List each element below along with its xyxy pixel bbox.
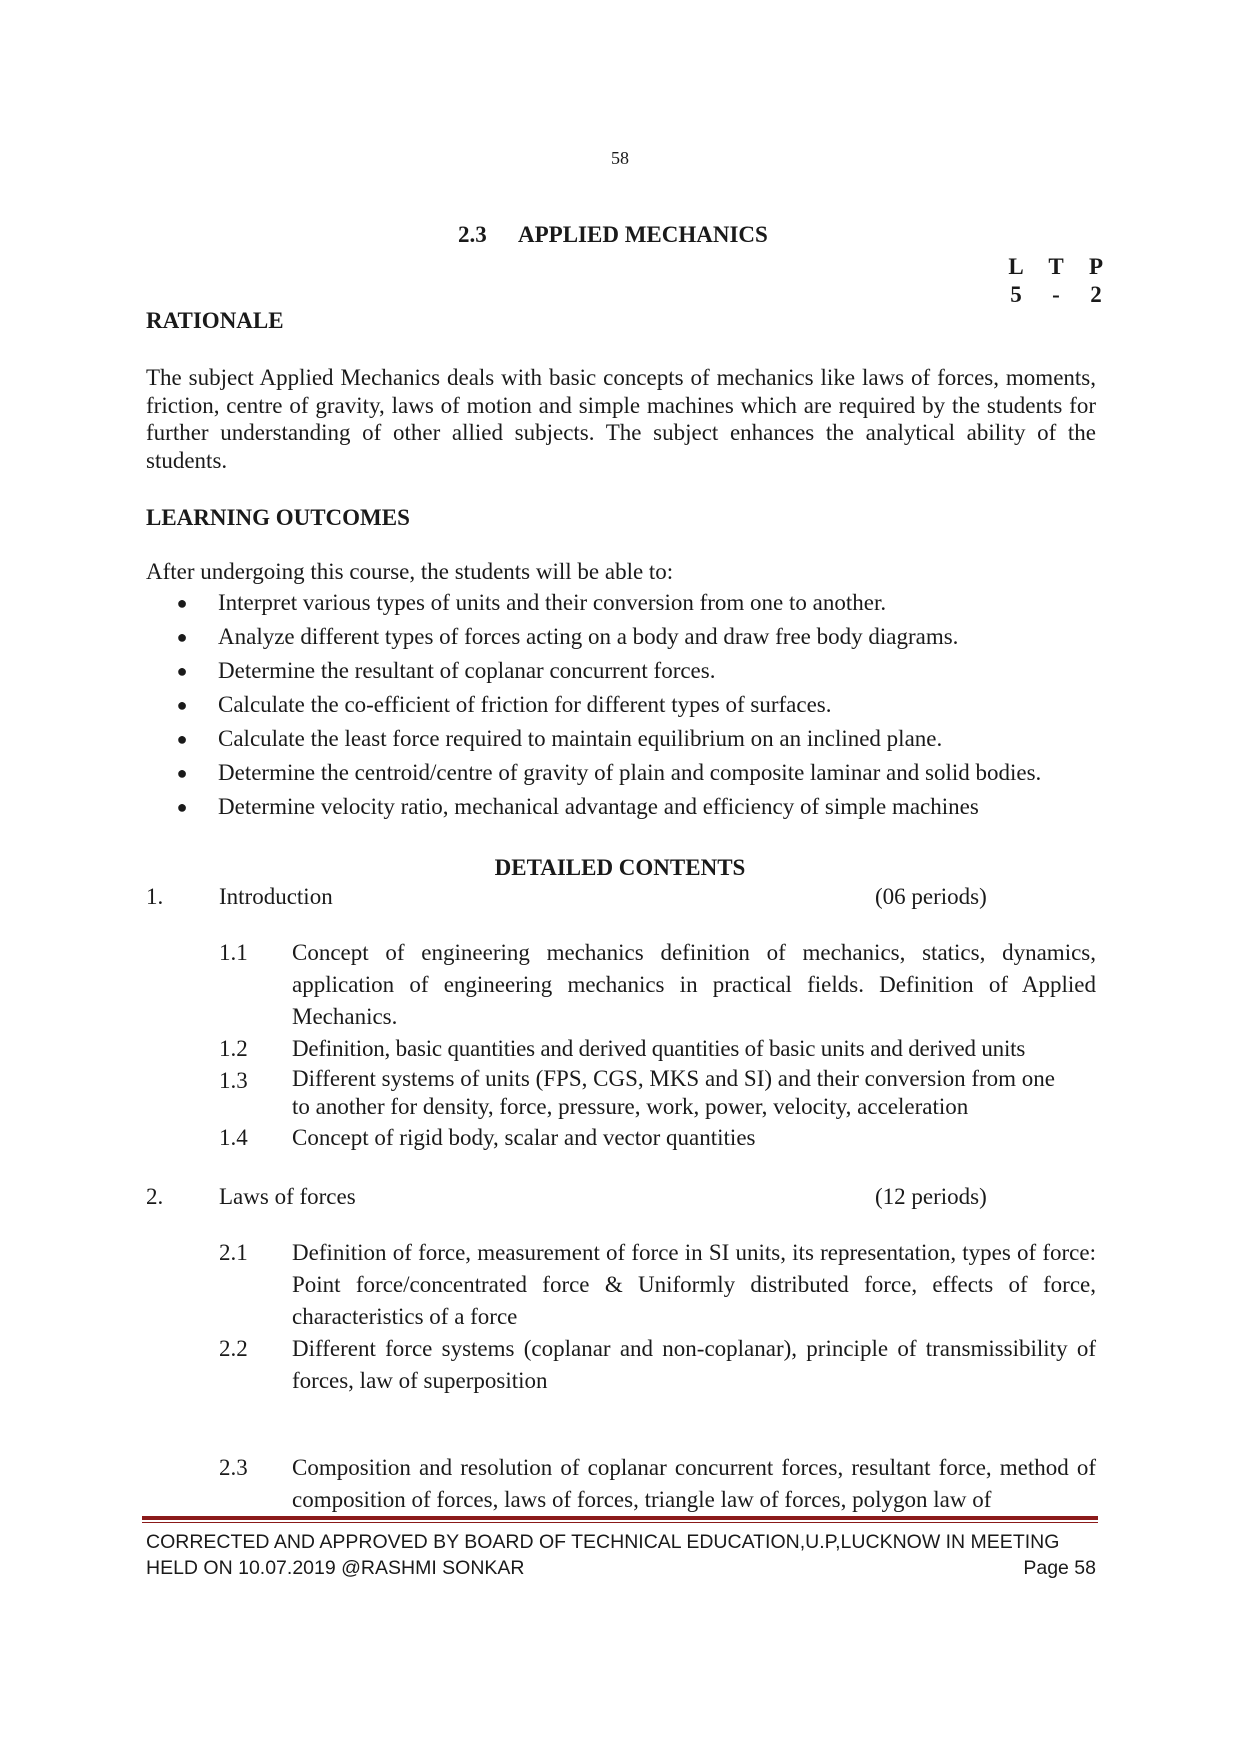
list-item: ● Determine the resultant of coplanar concurrent forces.: [146, 656, 1041, 690]
ltp-table: [996, 254, 1116, 310]
list-item: ● Determine velocity ratio, mechanical advantage and efficiency of simple machines: [146, 792, 1041, 826]
unit-number: 2.: [146, 1184, 164, 1209]
unit-title: Laws of forces: [219, 1184, 356, 1209]
bullet-icon: ●: [176, 763, 188, 783]
topic-1-4: 1.4 Concept of rigid body, scalar and vector quantities: [219, 1125, 756, 1150]
section-title: APPLIED MECHANICS: [518, 222, 768, 247]
topic-2-3: 2.3 Composition and resolution of coplanar concurrent forces, resultant force, method of composition of forces, laws of forces, triangle law of forces, polygon law of: [219, 1455, 1096, 1512]
bullet-icon: ●: [176, 593, 188, 613]
footer-line-1: CORRECTED AND APPROVED BY BOARD OF TECHNICAL EDUCATION,U.P,LUCKNOW IN MEETING: [146, 1531, 1060, 1553]
ltp-header-row: [996, 254, 1116, 282]
bullet-icon: ●: [176, 797, 188, 817]
unit-2-header: [146, 1184, 996, 1210]
bullet-icon: ●: [176, 729, 188, 749]
ltp-value-p: 2: [1090, 282, 1102, 307]
rationale-text: The subject Applied Mechanics deals with basic concepts of mechanics like laws of forces, moments, friction, centre of gravity, laws of motion and simple machines which are required by the students for further understanding of other allied subjects. The subject enhances the analytical ability of the students.: [146, 365, 1096, 473]
learning-outcomes-heading: LEARNING OUTCOMES: [146, 505, 410, 530]
unit-1-header: [146, 884, 996, 910]
topic-1-1: 1.1 Concept of engineering mechanics definition of mechanics, statics, dynamics, application of engineering mechanics in practical fields. Definition of Applied Mechanics.: [219, 940, 1096, 1029]
bullet-icon: ●: [176, 661, 188, 681]
ltp-value-row: [996, 282, 1116, 310]
topic-2-1: 2.1 Definition of force, measurement of force in SI units, its representation, types of force: Point force/concentrated force & Uniformly distributed force, effects of force, characteristics of a force: [219, 1240, 1096, 1329]
rationale-heading: RATIONALE: [146, 308, 284, 333]
section-number: 2.3: [458, 222, 487, 247]
detailed-contents-heading: DETAILED CONTENTS: [494, 855, 746, 880]
learning-outcomes-list: [146, 588, 1041, 826]
list-item: ● Analyze different types of forces acting on a body and draw free body diagrams.: [146, 622, 1041, 656]
topic-1-2: 1.2 Definition, basic quantities and derived quantities of basic units and derived units: [219, 1036, 1026, 1061]
footer-divider: [142, 1516, 1098, 1520]
bullet-icon: ●: [176, 627, 188, 647]
page-title: [458, 222, 768, 248]
ltp-value-t: -: [1052, 282, 1060, 307]
footer-page-number: Page 58: [1023, 1557, 1096, 1579]
ltp-header-l: L: [1008, 254, 1024, 279]
list-item: ● Calculate the co-efficient of friction for different types of surfaces.: [146, 690, 1041, 724]
unit-number: 1.: [146, 884, 164, 909]
page-number-top: 58: [611, 148, 629, 168]
topic-1-3: 1.3 Different systems of units (FPS, CGS, MKS and SI) and their conversion from one to another for density, force, pressure, work, power, velocity, acceleration: [219, 1066, 1055, 1119]
footer-line-2: [146, 1557, 1096, 1580]
list-item: ● Calculate the least force required to maintain equilibrium on an inclined plane.: [146, 724, 1041, 758]
footer-approval-date: HELD ON 10.07.2019 @RASHMI SONKAR: [146, 1557, 525, 1579]
ltp-header-p: P: [1088, 254, 1104, 279]
ltp-header-t: T: [1048, 254, 1064, 279]
learning-outcomes-intro: After undergoing this course, the students will be able to:: [146, 559, 674, 584]
unit-periods: (12 periods): [875, 1184, 987, 1209]
ltp-value-l: 5: [1010, 282, 1022, 307]
list-item: ● Determine the centroid/centre of gravity of plain and composite laminar and solid bodies.: [146, 758, 1041, 792]
unit-periods: (06 periods): [875, 884, 987, 909]
footer-divider-thin: [142, 1522, 1098, 1523]
bullet-icon: ●: [176, 695, 188, 715]
topic-2-2: 2.2 Different force systems (coplanar and non-coplanar), principle of transmissibility of forces, law of superposition: [219, 1336, 1096, 1393]
unit-title: Introduction: [219, 884, 333, 909]
list-item: ● Interpret various types of units and their conversion from one to another.: [146, 588, 1041, 622]
